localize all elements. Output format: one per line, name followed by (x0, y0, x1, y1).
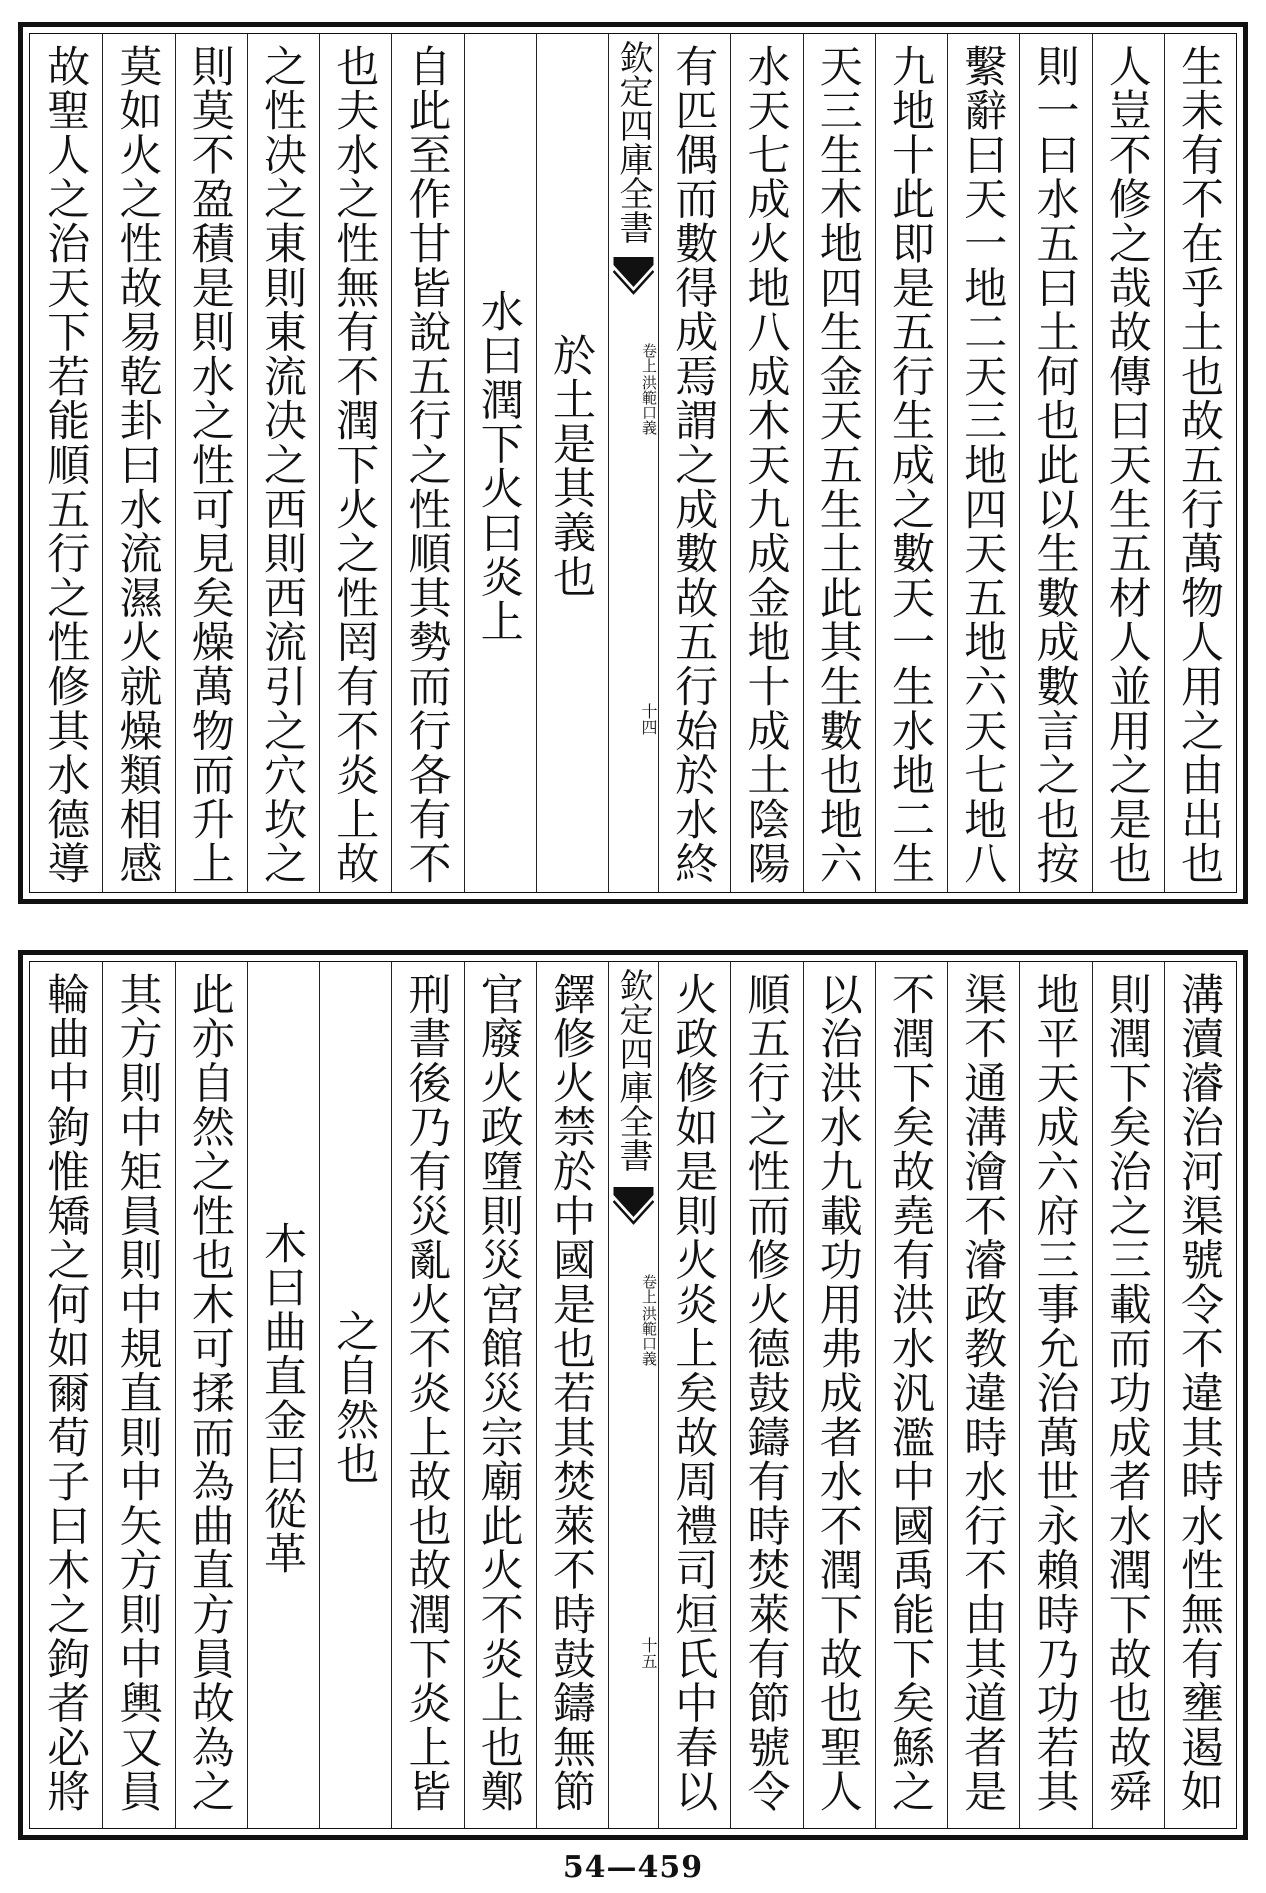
text-column (247, 962, 319, 1828)
column-text: 以治洪水九載功用弗成者水不潤下故也聖人 (812, 972, 863, 1814)
fish-tail-mark-icon (613, 1187, 654, 1231)
column-text: 之自然也 (329, 1309, 380, 1487)
top-panel (18, 22, 1248, 904)
column-text: 刑書後乃有災亂火不炎上故也故潤下炎上皆 (401, 972, 452, 1814)
collection-title: 欽定四庫全書 (613, 968, 653, 1172)
text-column (658, 962, 730, 1828)
text-column (175, 962, 247, 1828)
text-column (875, 34, 947, 892)
column-text: 九地十此即是五行生成之數天一生水地二生 (885, 44, 935, 886)
page-number: 54—459 (562, 1850, 704, 1885)
text-column (319, 34, 391, 892)
center-fold-spine (608, 34, 658, 892)
column-text: 也夫水之性無有不潤下火之性罔有不炎上故 (329, 44, 380, 886)
column-text: 渠不通溝澮不濬政教違時水行不由其道者是 (957, 972, 1008, 1814)
text-column (875, 962, 947, 1828)
text-column (319, 962, 391, 1828)
text-column (102, 962, 174, 1828)
text-column (803, 962, 875, 1828)
text-column (175, 34, 247, 892)
book-name: 洪範口義 (640, 374, 658, 435)
column-text: 火政修如是則火炎上矣故周禮司烜氏中春以 (668, 972, 719, 1814)
column-text: 水天七成火地八成木天九成金地十成土陰陽 (740, 44, 791, 886)
column-text: 水曰潤下火曰炎上 (473, 288, 524, 644)
column-text: 之性决之東則東流决之西則西流引之穴坎之 (257, 44, 307, 886)
column-text: 天三生木地四生金天五生土此其生數也地六 (812, 44, 863, 886)
column-text: 故聖人之治天下若能順五行之性修其水德導 (40, 44, 91, 886)
text-column (464, 962, 536, 1828)
text-column (947, 34, 1019, 892)
column-text: 輪曲中鉤惟矯之何如爾荀子曰木之鉤者必將 (40, 972, 91, 1814)
text-column (1019, 962, 1091, 1828)
text-column (464, 34, 536, 892)
column-text: 官廢火政墮則災宮館災宗廟此火不炎上也鄭 (473, 972, 524, 1814)
folio-number: 十四 (639, 703, 658, 736)
bottom-panel-inner (29, 961, 1237, 1829)
text-column (247, 34, 319, 892)
text-column (658, 34, 730, 892)
volume-label: 卷上 (640, 342, 658, 373)
text-column (1092, 34, 1164, 892)
top-panel-inner (29, 33, 1237, 893)
text-column (1164, 34, 1236, 892)
column-text: 鐸修火禁於中國是也若其焚萊不時鼓鑄無節 (546, 972, 596, 1814)
column-text: 有匹偶而數得成焉謂之成數故五行始於水終 (668, 44, 719, 886)
column-text: 莫如火之性故易乾卦曰水流濕火就燥類相感 (112, 44, 163, 886)
text-column (30, 34, 102, 892)
book-title-label (609, 343, 658, 435)
column-text: 其方則中矩員則中規直則中矢方則中輿又員 (112, 972, 163, 1814)
column-text: 溝瀆濬治河渠號令不違其時水性無有壅遏如 (1174, 972, 1224, 1814)
column-text: 不潤下矣故堯有洪水汎濫中國禹能下矣鯀之 (885, 972, 935, 1814)
text-column (730, 34, 802, 892)
book-title-label (609, 1274, 658, 1366)
text-column (30, 962, 102, 1828)
text-column (1164, 962, 1236, 1828)
text-column (536, 34, 608, 892)
column-text: 此亦自然之性也木可揉而為曲直方員故為之 (184, 972, 235, 1814)
text-column (391, 962, 463, 1828)
book-name: 洪範口義 (640, 1305, 658, 1366)
volume-label: 卷上 (640, 1273, 658, 1304)
column-text: 則潤下矣治之三載而功成者水潤下故也故舜 (1101, 972, 1152, 1814)
column-text: 於土是其義也 (546, 333, 596, 599)
column-text: 順五行之性而修火德鼓鑄有時焚萊有節號令 (740, 972, 791, 1814)
column-text: 人豈不修之哉故傳曰天生五材人並用之是也 (1101, 44, 1152, 886)
text-column (391, 34, 463, 892)
text-column (1092, 962, 1164, 1828)
column-text: 生未有不在乎土也故五行萬物人用之由出也 (1174, 44, 1224, 886)
text-column (730, 962, 802, 1828)
column-text: 地平天成六府三事允治萬世永賴時乃功若其 (1029, 972, 1080, 1814)
column-text: 繫辭曰天一地二天三地四天五地六天七地八 (957, 44, 1008, 886)
column-text: 自此至作甘皆說五行之性順其勢而行各有不 (401, 44, 452, 886)
center-fold-spine (608, 962, 658, 1828)
text-column (536, 962, 608, 1828)
text-column (803, 34, 875, 892)
text-column (102, 34, 174, 892)
column-text: 則莫不盈積是則水之性可見矣燥萬物而升上 (184, 44, 235, 886)
folio-number: 十五 (639, 1637, 658, 1670)
collection-title: 欽定四庫全書 (613, 40, 653, 244)
column-text: 則一曰水五曰土何也此以生數成數言之也按 (1029, 44, 1080, 886)
text-column (947, 962, 1019, 1828)
text-column (1019, 34, 1091, 892)
column-text: 木曰曲直金曰從革 (257, 1220, 307, 1576)
fish-tail-mark-icon (613, 257, 654, 301)
bottom-panel (18, 950, 1248, 1840)
